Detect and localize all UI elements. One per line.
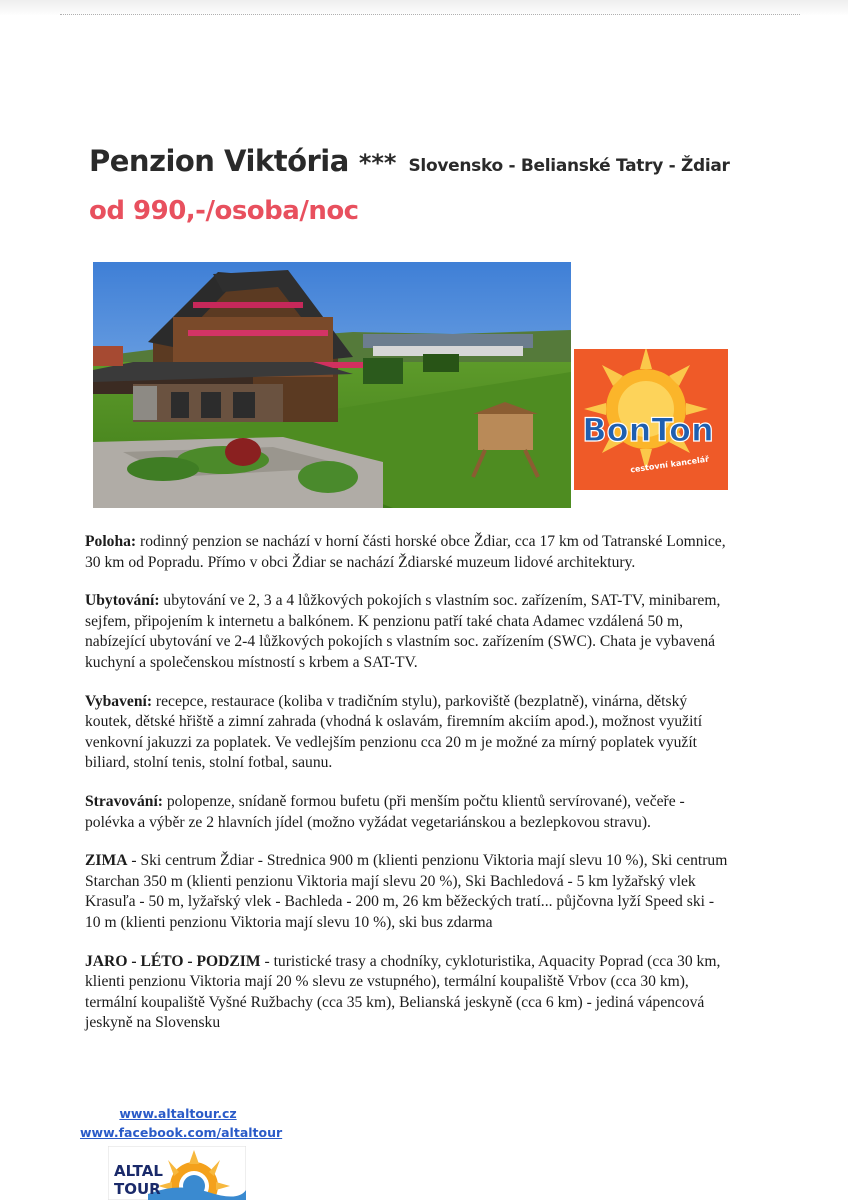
section-accommodation: [85, 591, 733, 673]
bonton-logo: [574, 349, 728, 490]
footer-links: [80, 1104, 283, 1142]
website-link[interactable]: www.altaltour.cz: [119, 1106, 237, 1121]
bonton-brand-text: BonTon: [582, 411, 714, 449]
section-text: - Ski centrum Ždiar - Strednica 900 m (klienti penzionu Viktoria mají slevu 10 %), Ski centrum Starchan 350 m (klienti penzionu Viktoria mají slevu 20 %), Ski Bachledová - 5 km lyžařský vlek Krasuľa - 50 m, lyžařský vlek - Bachleda - 200 m, 26 km běžeckých tratí... půjčovna lyží Speed ski - 10 m (klienti penzionu Viktoria mají slevu 10 %), ski bus zdarma: [85, 852, 728, 931]
section-location: [85, 532, 733, 573]
section-spring-summer-autumn: [85, 952, 733, 1034]
hotel-photo: [93, 262, 571, 508]
section-text: - turistické trasy a chodníky, cykloturistika, Aquacity Poprad (cca 30 km, klienti penzionu Viktoria mají 20 % slevu ze vstupného), termální koupaliště Vrbov (cca 30 km), termální koupaliště Vyšné Ružbachy (cca 35 km), Belianská jeskyně (cca 6 km) - jediná vápencová jeskyně na Slovensku: [85, 952, 721, 1032]
section-label: Vybavení:: [85, 692, 153, 710]
section-facilities: [85, 692, 733, 774]
section-text: recepce, restaurace (koliba v tradičním stylu), parkoviště (bezplatně), vinárna, dětský koutek, dětské hřiště a zimní zahrada (vhodná k oslavám, firemním akciím apod.), možnost využití venkovní jakuzzi za poplatek. Ve vedlejším penzionu cca 20 m je možné za mírný poplatek využít biliard, stolní tenis, stolní fotbal, saunu.: [85, 692, 703, 772]
section-winter: [85, 851, 733, 933]
altal-tour-logo: [108, 1146, 246, 1200]
altal-brand-line2: TOUR: [114, 1180, 161, 1198]
altal-brand-line1: ALTAL: [114, 1162, 163, 1180]
description: [85, 532, 733, 1052]
star-rating: ***: [358, 149, 397, 177]
section-meals: [85, 792, 733, 833]
section-label: ZIMA: [85, 852, 128, 870]
location-subtitle: Slovensko - Belianské Tatry - Ždiar: [408, 156, 730, 176]
scan-artifact: [60, 14, 800, 16]
section-text: rodinný penzion se nachází v horní části horské obce Ždiar, cca 17 km od Tatranské Lomnice, 30 km od Popradu. Přímo v obci Ždiar se nachází Ždiarské muzeum lidové architektury.: [85, 533, 726, 571]
section-label: JARO - LÉTO - PODZIM: [85, 952, 261, 970]
section-text: ubytování ve 2, 3 a 4 lůžkových pokojích s vlastním soc. zařízením, SAT-TV, minibarem, sejfem, připojením k internetu a balkónem. K penzionu patří také chata Adamec vzdálená 50 m, nabízející ubytování ve 2-4 lůžkových pokojích s vlastním soc. zařízením (SWC). Chata je vybavená kuchyní a společenskou místností s krbem a SAT-TV.: [85, 592, 721, 671]
section-text: polopenze, snídaně formou bufetu (při menším počtu klientů servírované), večeře - polévka a výběr ze 2 hlavních jídel (možno vyžádat vegetariánskou a bezlepkovou stravu).: [85, 792, 685, 831]
price-label: od 990,-/osoba/noc: [89, 196, 359, 226]
section-label: Ubytování:: [85, 592, 160, 610]
page-title: Penzion Viktória: [89, 144, 349, 178]
bonton-tagline: cestovní kancelář: [629, 454, 710, 475]
facebook-link[interactable]: www.facebook.com/altaltour: [80, 1125, 283, 1140]
section-label: Stravování:: [85, 792, 163, 810]
title-row: [89, 144, 809, 178]
section-label: Poloha:: [85, 533, 137, 550]
